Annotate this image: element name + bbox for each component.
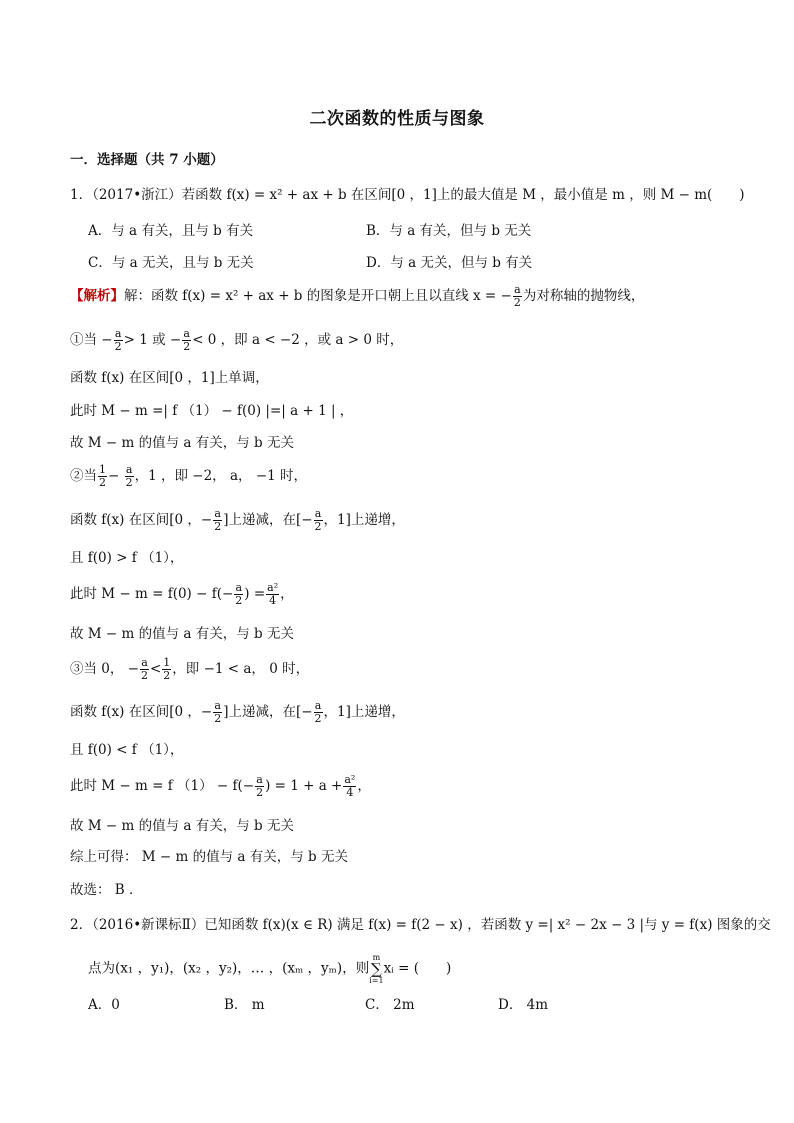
solution-line-6: 函数 f(x) 在区间[0 ，− $\frac{a}{2}$ ]上递减，在[− $\frac{a}{2}$ ，1]上递增， (70, 507, 405, 533)
solution-line-8: 此时 M − m = f(0) − f(− $\frac{a}{2}$ ) = $\frac{\text{a²}}{4}$ ， (70, 581, 294, 607)
q2-option-c: C． 2m (365, 997, 415, 1013)
section-heading: 一．选择题（共 7 小题） (70, 152, 224, 168)
q2-stem-line-1: 2．（2016•新课标Ⅱ）已知函数 f(x)(x ∈ R) 满足 f(x) = f(2 − x) ，若函数 y =| x² − 2x − 3 |与 y = f(x) 图象的交 (70, 917, 771, 933)
solution-line-3: 此时 M − m =| f （1） − f(0) |=| a + 1 | ， (70, 403, 354, 419)
q1-stem: 1．（2017•浙江）若函数 f(x) = x² + ax + b 在区间[0 ，1]上的最大值是 M ，最小值是 m ，则 M − m( ) (70, 187, 745, 203)
analysis-tag: 【解析】 (70, 288, 124, 304)
q1-option-d: D．与 a 无关，但与 b 有关 (366, 255, 533, 271)
q2-option-b: B． m (224, 997, 265, 1013)
q1-option-c: C．与 a 无关，且与 b 无关 (88, 255, 254, 271)
solution-line-12: 且 f(0) < f （1）， (70, 742, 184, 758)
solution-line-13: 此时 M − m = f （1） − f(− $\frac{a}{2}$ ) = 1 + a + $\frac{\text{a²}}{4}$ ， (70, 773, 371, 799)
solution-line-7: 且 f(0) > f （1）， (70, 550, 184, 566)
solution-line-4: 故 M − m 的值与 a 有关，与 b 无关 (70, 435, 294, 451)
solution-line-14: 故 M − m 的值与 a 有关，与 b 无关 (70, 818, 294, 834)
solution-line-0: 【解析】解：函数 f(x) = x² + ax + b 的图象是开口朝上且以直线 x = − $\frac{a}{2}$ 为对称轴的抛物线， (70, 283, 645, 309)
solution-line-11: 函数 f(x) 在区间[0 ，− $\frac{a}{2}$ ]上递减，在[− $\frac{a}{2}$ ，1]上递增， (70, 699, 405, 725)
q1-option-b: B．与 a 有关，但与 b 无关 (366, 223, 532, 239)
summation-symbol: m ∑ i=1 (369, 953, 384, 985)
q2-option-d: D． 4m (498, 997, 549, 1013)
q1-option-a: A．与 a 有关，且与 b 有关 (88, 223, 254, 239)
solution-line-2: 函数 f(x) 在区间[0 ，1]上单调， (70, 370, 269, 386)
solution-line-16: 故选： B ． (70, 882, 143, 898)
solution-line-10: ③当 0， − $\frac{a}{2}$ < $\frac{1}{2}$ ，即 −1 < a， 0 时， (70, 656, 310, 682)
page-title: 二次函数的性质与图象 (309, 109, 485, 129)
q2-option-a: A．0 (88, 997, 120, 1013)
solution-line-9: 故 M − m 的值与 a 有关，与 b 无关 (70, 626, 294, 642)
solution-line-5: ②当 $\frac{1}{2}$ − $\frac{a}{2}$ ，1 ，即 −2， a， −1 时， (70, 463, 308, 489)
q2-stem-line-2: 点为(x₁ ，y₁)，(x₂ ，y₂)，… ，(xₘ ，yₘ)，则m ∑ i=1xᵢ = ( ) (88, 953, 452, 985)
solution-line-15: 综上可得： M − m 的值与 a 有关，与 b 无关 (70, 849, 348, 865)
solution-line-1: ①当 − $\frac{a}{2}$ > 1 或 − $\frac{a}{2}$ < 0 ，即 a < −2 ，或 a > 0 时， (70, 327, 404, 353)
